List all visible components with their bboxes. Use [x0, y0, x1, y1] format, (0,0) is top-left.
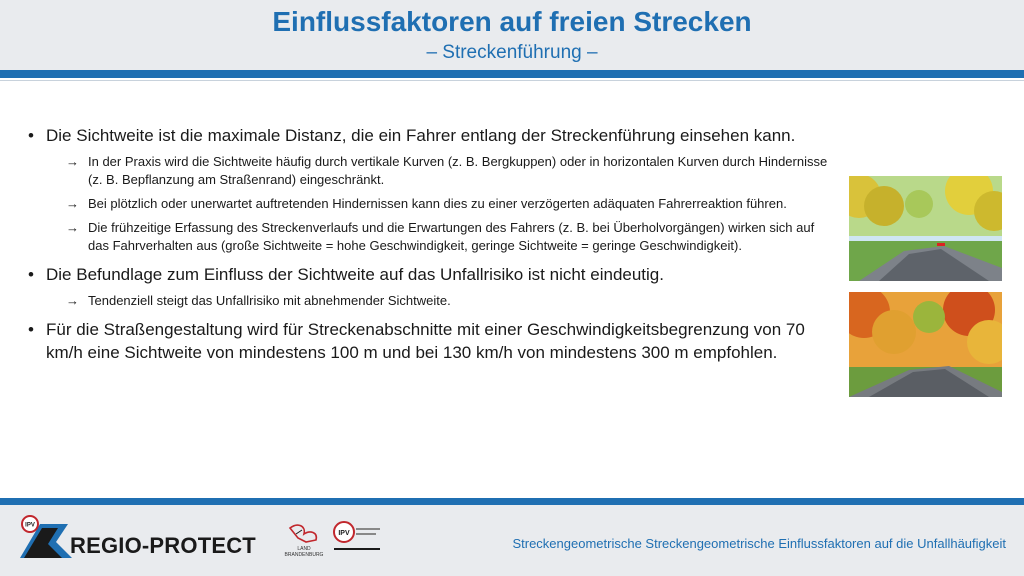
arrow-icon: → [66, 196, 79, 211]
arrow-icon: → [66, 220, 79, 235]
page-subtitle: – Streckenführung – [426, 42, 598, 63]
ipv-badge: IPV [338, 530, 350, 537]
bullet-item: • Die Befundlage zum Einfluss der Sichtweite auf das Unfallrisiko ist nicht eindeutig. [28, 263, 828, 286]
ipv-logo-icon [332, 518, 382, 558]
bullet-item: • Für die Straßengestaltung wird für Streckenabschnitte mit einer Geschwindigkeitsbegrenzung von 70 km/h eine Sichtweite von mindestens 100 m und bei 130 km/h von mindestens 300 m empfohlen. [28, 318, 828, 364]
bullet-item: • Die Sichtweite ist die maximale Distanz, die ein Fahrer entlang der Streckenführung einsehen kann. [28, 124, 828, 147]
header-divider [0, 80, 1024, 81]
sub-bullet-item [28, 153, 828, 189]
logo-badge: IPV [25, 522, 35, 529]
logo-text: REGIO-PROTECT [70, 533, 256, 558]
sub-bullet-text: Tendenziell steigt das Unfallrisiko mit abnehmender Sichtweite. [88, 293, 451, 308]
header-accent-bar [0, 70, 1024, 78]
road-photo-summer [849, 176, 1002, 281]
sub-bullet-item [28, 195, 828, 213]
sub-bullet-item [28, 219, 828, 255]
footer-caption: Streckengeometrische Streckengeometrische Einflussfaktoren auf die Unfallhäufigkeit [512, 536, 1006, 551]
sub-bullet-text: Die frühzeitige Erfassung des Streckenverlaufs und die Erwartungen des Fahrers (z. B. bei Überholvorgängen) wirken sich auf das Fahrverhalten aus (große Sichtweite = hohe Geschwindigkeit, geringe Sichtweite = geringe Geschwindigkeit). [88, 220, 815, 253]
sub-bullet-text: Bei plötzlich oder unerwartet auftretenden Hindernissen kann dies zu einer verzögerten adäquaten Fahrerreaktion führen. [88, 196, 787, 211]
sub-bullet-item [28, 292, 828, 310]
arrow-icon: → [66, 154, 79, 169]
bullet-list [28, 124, 828, 370]
road-photo-autumn [849, 292, 1002, 397]
footer-accent-bar [0, 498, 1024, 505]
brand-text: LAND BRANDENBURG [284, 546, 324, 558]
arrow-icon: → [66, 293, 79, 308]
sub-bullet-text: In der Praxis wird die Sichtweite häufig durch vertikale Kurven (z. B. Bergkuppen) oder in horizontalen Kurven durch Hindernisse (z. B. Bepflanzung am Straßenrand) eingeschränkt. [88, 154, 828, 187]
page-title: Einflussfaktoren auf freien Strecken [272, 6, 752, 37]
